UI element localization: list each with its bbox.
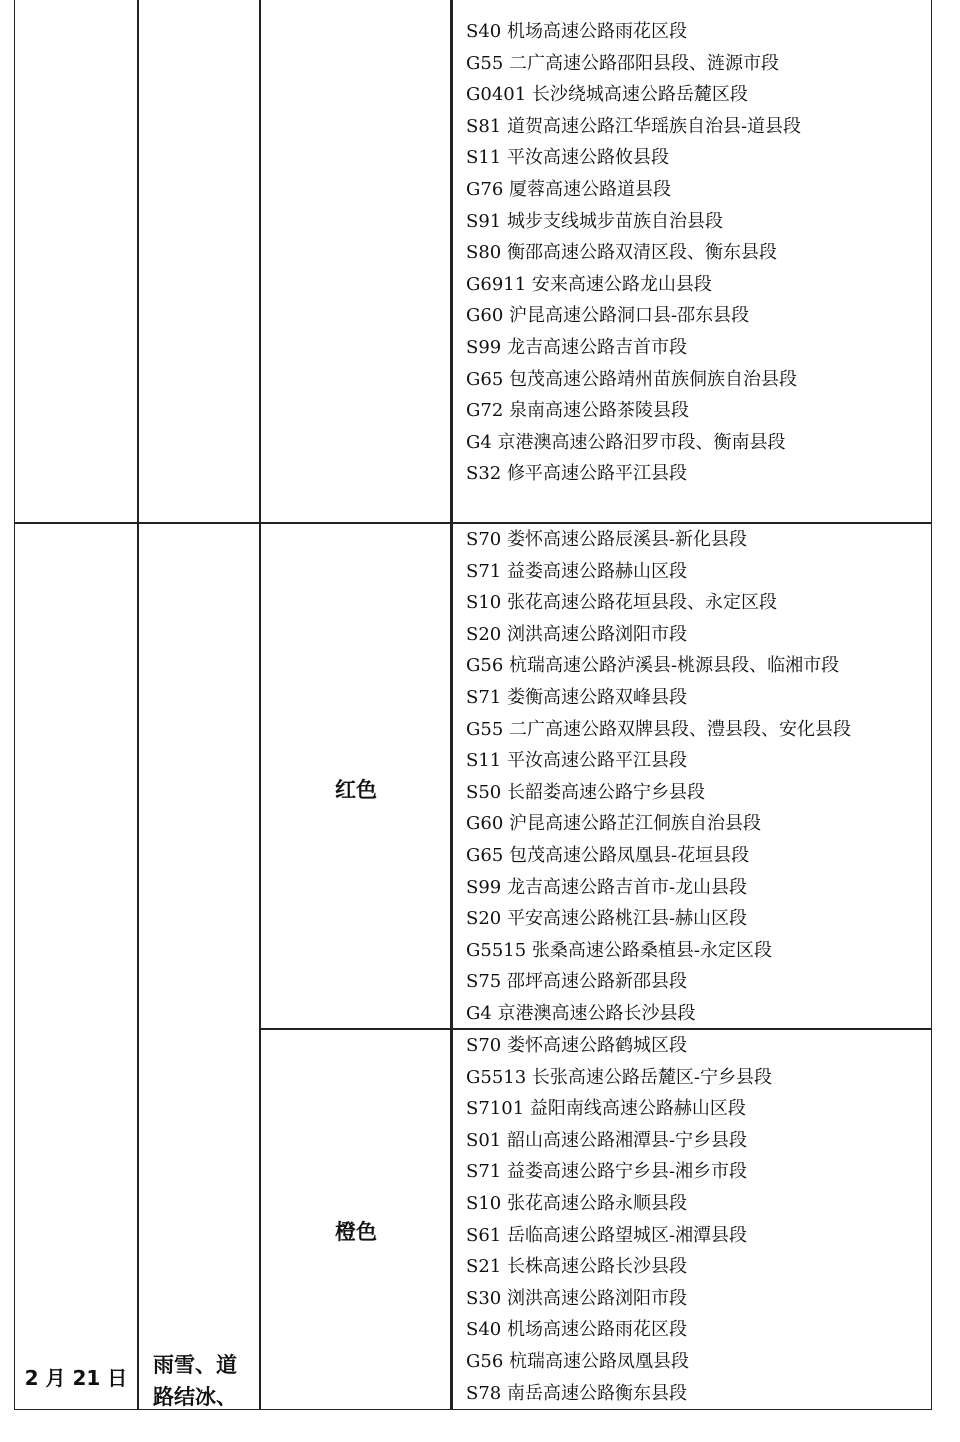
list-item: G56 杭瑞高速公路泸溪县-桃源县段、临湘市段: [466, 655, 840, 677]
weather-line: 雨雪、道: [153, 1353, 237, 1377]
list-item: S20 浏洪高速公路浏阳市段: [466, 623, 687, 645]
warning-level-red: 红色: [335, 778, 377, 802]
list-item: G0401 长沙绕城高速公路岳麓区段: [466, 84, 748, 106]
list-item: S81 道贺高速公路江华瑶族自治县-道县段: [466, 115, 802, 137]
list-item: G65 包茂高速公路凤凰县-花垣县段: [466, 844, 750, 866]
list-item: S11 平汝高速公路攸县段: [466, 147, 669, 169]
list-item: G4 京港澳高速公路长沙县段: [466, 1002, 696, 1024]
date-cell: 2 月 21 日: [24, 1366, 128, 1390]
list-item: S01 韶山高速公路湘潭县-宁乡县段: [466, 1129, 748, 1151]
list-item: G60 沪昆高速公路芷江侗族自治县段: [466, 813, 762, 835]
weather-cell: [153, 1349, 263, 1413]
list-item: S10 张花高速公路花垣县段、永定区段: [466, 592, 777, 614]
list-item: S75 邵坪高速公路新邵县段: [466, 971, 687, 993]
list-item: S70 娄怀高速公路鹤城区段: [466, 1035, 687, 1056]
list-item: G55 二广高速公路双牌县段、澧县段、安化县段: [466, 718, 852, 740]
column-divider-weather: [259, 0, 261, 1410]
route-list-orange: [466, 1030, 772, 1409]
list-item: G72 泉南高速公路茶陵县段: [466, 400, 690, 422]
column-divider-level: [450, 0, 453, 1410]
list-item: S91 城步支线城步苗族自治县段: [466, 210, 723, 232]
list-item: G60 沪昆高速公路洞口县-邵东县段: [466, 305, 750, 327]
list-item: S50 长韶娄高速公路宁乡县段: [466, 781, 705, 803]
route-list-red: [466, 524, 851, 1030]
list-item: S71 娄衡高速公路双峰县段: [466, 686, 687, 708]
list-item: G65 包茂高速公路靖州苗族侗族自治县段: [466, 368, 798, 390]
list-item: S32 修平高速公路平江县段: [466, 463, 687, 485]
list-item: S78 南岳高速公路衡东县段: [466, 1382, 687, 1404]
list-item: S40 机场高速公路雨花区段: [466, 21, 687, 42]
list-item: S99 龙吉高速公路吉首市-龙山县段: [466, 876, 748, 898]
list-item: S21 长株高速公路长沙县段: [466, 1256, 687, 1278]
list-item: S10 张花高速公路永顺县段: [466, 1192, 687, 1214]
list-item: S30 浏洪高速公路浏阳市段: [466, 1287, 687, 1309]
list-item: S71 益娄高速公路赫山区段: [466, 560, 687, 582]
list-item: S70 娄怀高速公路辰溪县-新化县段: [466, 529, 748, 550]
list-item: S11 平汝高速公路平江县段: [466, 750, 687, 772]
list-item: G56 杭瑞高速公路凤凰县段: [466, 1350, 690, 1372]
warning-level-orange: 橙色: [335, 1220, 377, 1244]
list-item: S20 平安高速公路桃江县-赫山区段: [466, 908, 748, 930]
list-item: G55 二广高速公路邵阳县段、涟源市段: [466, 52, 780, 74]
list-item: S61 岳临高速公路望城区-湘潭县段: [466, 1224, 748, 1246]
list-item: G5515 张桑高速公路桑植县-永定区段: [466, 939, 772, 961]
list-item: G6911 安来高速公路龙山县段: [466, 273, 712, 295]
list-item: S7101 益阳南线高速公路赫山区段: [466, 1098, 746, 1120]
route-list-continued: [466, 16, 801, 490]
column-divider-date: [137, 0, 139, 1410]
list-item: G4 京港澳高速公路汨罗市段、衡南县段: [466, 431, 786, 453]
list-item: S80 衡邵高速公路双清区段、衡东县段: [466, 242, 777, 264]
list-item: S99 龙吉高速公路吉首市段: [466, 336, 687, 358]
weather-line: 路结冰、: [153, 1385, 237, 1409]
list-item: G76 厦蓉高速公路道县段: [466, 178, 672, 200]
list-item: G5513 长张高速公路岳麓区-宁乡县段: [466, 1066, 772, 1088]
list-item: S71 益娄高速公路宁乡县-湘乡市段: [466, 1161, 748, 1183]
list-item: S40 机场高速公路雨花区段: [466, 1319, 687, 1341]
